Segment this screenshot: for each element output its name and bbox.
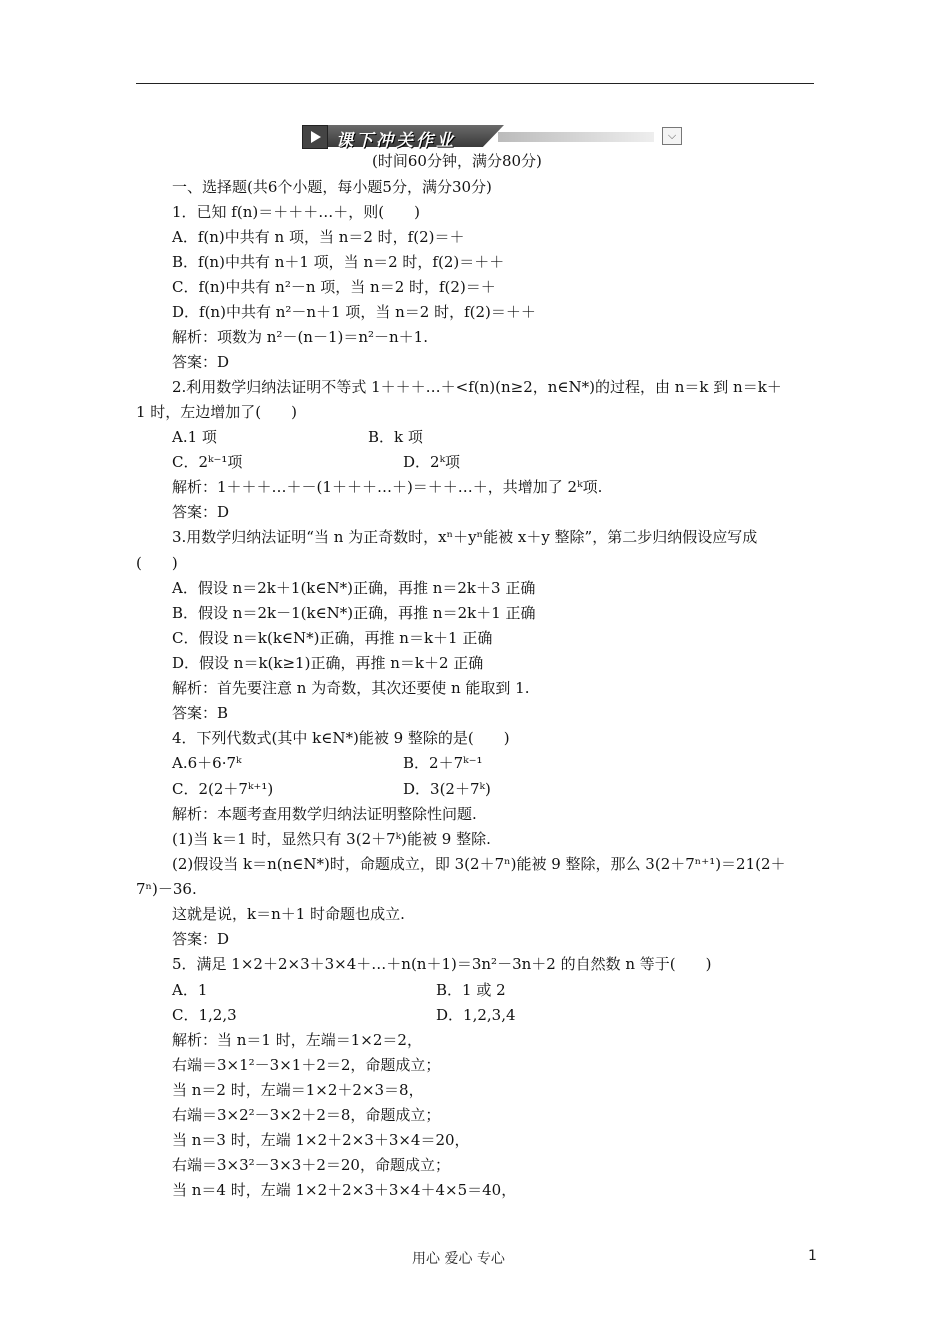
chevron-down-icon: ⌵ [662,127,682,145]
text-line: 解析：1＋＋＋…＋－(1＋＋＋…＋)＝＋＋…＋，共增加了 2ᵏ项. [172,478,603,496]
text-line: 右端＝3×3²－3×3＋2＝20，命题成立； [172,1156,450,1174]
text-line: A.6＋6·7ᵏ [172,754,242,772]
text-line: 解析：当 n＝1 时，左端＝1×2＝2， [172,1031,422,1049]
text-line: (1)当 k＝1 时，显然只有 3(2＋7ᵏ)能被 9 整除. [172,830,491,848]
text-line: 1．已知 f(n)＝＋＋＋…＋，则( ) [172,203,420,221]
header-rule [136,83,814,84]
text-line: 右端＝3×2²－3×2＋2＝8，命题成立； [172,1106,441,1124]
text-line: D．3(2＋7ᵏ) [403,780,491,798]
text-line: D．f(n)中共有 n²－n＋1 项，当 n＝2 时，f(2)＝＋＋ [172,303,536,321]
text-line: 7ⁿ)－36. [136,880,197,898]
section-banner [302,123,684,151]
text-line: A．假设 n＝2k＋1(k∈N*)正确，再推 n＝2k＋3 正确 [172,579,536,597]
text-line: C．2ᵏ⁻¹项 [172,453,243,471]
text-line: B．k 项 [368,428,423,446]
text-line: 答案：B [172,704,229,722]
text-line: 解析：首先要注意 n 为奇数，其次还要使 n 能取到 1. [172,679,530,697]
text-line: 3.用数学归纳法证明“当 n 为正奇数时，xⁿ＋yⁿ能被 x＋y 整除”，第二步归纳假设应写成 [172,528,758,546]
text-line: 右端＝3×1²－3×1＋2＝2，命题成立； [172,1056,441,1074]
text-line: A.1 项 [172,428,217,446]
text-line: 当 n＝2 时，左端＝1×2＋2×3＝8， [172,1081,424,1099]
text-line: C．假设 n＝k(k∈N*)正确，再推 n＝k＋1 正确 [172,629,493,647]
text-line: 答案：D [172,930,230,948]
text-line: 5．满足 1×2＋2×3＋3×4＋…＋n(n＋1)＝3n²－3n＋2 的自然数 n 等于( ) [172,955,712,973]
text-line: 答案：D [172,503,230,521]
text-line: B．假设 n＝2k－1(k∈N*)正确，再推 n＝2k＋1 正确 [172,604,536,622]
text-line: 这就是说，k＝n＋1 时命题也成立. [172,905,405,923]
text-line: 解析：本题考查用数学归纳法证明整除性问题. [172,805,477,823]
text-line: A．f(n)中共有 n 项，当 n＝2 时，f(2)＝＋ [172,228,465,246]
text-line: 当 n＝4 时，左端 1×2＋2×3＋3×4＋4×5＝40， [172,1181,517,1199]
text-line: 1 时，左边增加了( ) [136,403,298,421]
text-line: 当 n＝3 时，左端 1×2＋2×3＋3×4＝20， [172,1131,470,1149]
text-line: 答案：D [172,353,230,371]
play-icon [302,125,328,149]
text-line: B．1 或 2 [436,981,506,999]
text-line: C．f(n)中共有 n²－n 项，当 n＝2 时，f(2)＝＋ [172,278,496,296]
text-line: ( ) [136,554,178,572]
text-line: C．2(2＋7ᵏ⁺¹) [172,780,274,798]
banner-title: 课下冲关作业 [336,131,456,151]
text-line: (时间60分钟，满分80分) [372,152,542,170]
banner-tail [498,132,654,142]
text-line: 解析：项数为 n²－(n－1)＝n²－n＋1. [172,328,428,346]
text-line: 2.利用数学归纳法证明不等式 1＋＋＋…＋<f(n)(n≥2，n∈N*)的过程，由 n＝k 到 n＝k＋ [172,378,782,396]
text-line: D．假设 n＝k(k≥1)正确，再推 n＝k＋2 正确 [172,654,484,672]
text-line: 一、选择题(共6个小题，每小题5分，满分30分) [172,178,492,196]
text-line: A．1 [172,981,208,999]
text-line: B．f(n)中共有 n＋1 项，当 n＝2 时，f(2)＝＋＋ [172,253,505,271]
text-line: D．2ᵏ项 [403,453,461,471]
footer-motto: 用心 爱心 专心 [412,1251,505,1267]
text-line: 4．下列代数式(其中 k∈N*)能被 9 整除的是( ) [172,729,510,747]
text-line: C．1,2,3 [172,1006,237,1024]
page-number: 1 [808,1248,817,1264]
text-line: (2)假设当 k＝n(n∈N*)时，命题成立，即 3(2＋7ⁿ)能被 9 整除，那么 3(2＋7ⁿ⁺¹)＝21(2＋ [172,855,786,873]
text-line: D．1,2,3,4 [436,1006,516,1024]
text-line: B．2＋7ᵏ⁻¹ [403,754,483,772]
